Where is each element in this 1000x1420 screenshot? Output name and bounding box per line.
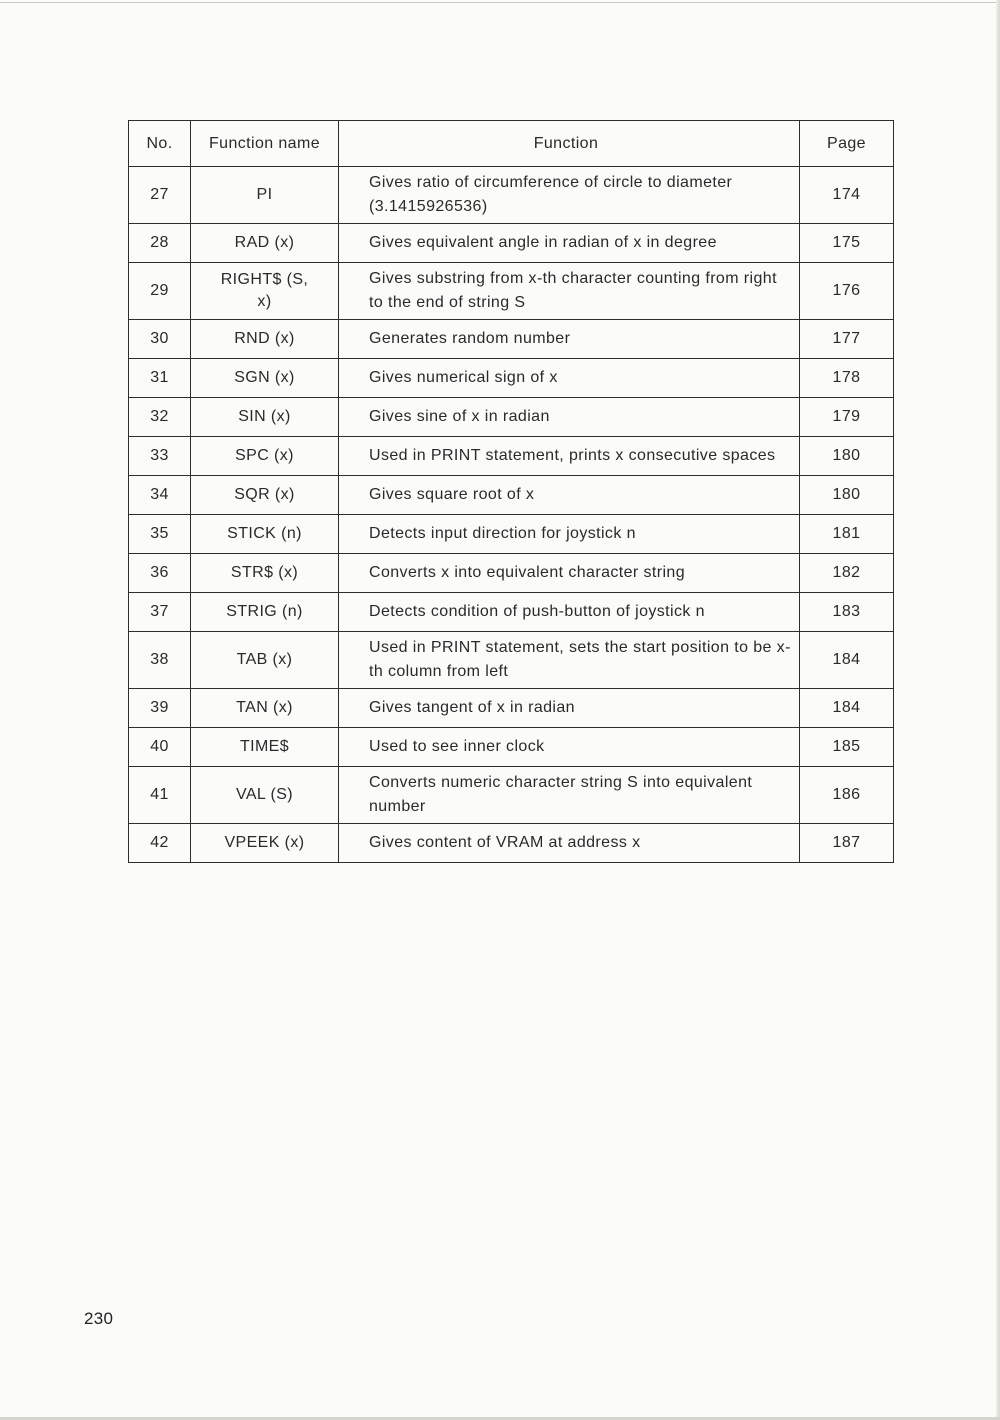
row-function-description: Gives numerical sign of x bbox=[339, 359, 800, 398]
row-function-name: TIME$ bbox=[191, 728, 339, 767]
table-row bbox=[129, 167, 894, 224]
row-page: 180 bbox=[800, 437, 894, 476]
table-row bbox=[129, 728, 894, 767]
row-function-name: TAN (x) bbox=[191, 689, 339, 728]
row-page: 177 bbox=[800, 320, 894, 359]
row-no: 29 bbox=[129, 263, 191, 320]
table-row bbox=[129, 437, 894, 476]
row-function-description: Used to see inner clock bbox=[339, 728, 800, 767]
row-function-name: SGN (x) bbox=[191, 359, 339, 398]
row-function-description: Used in PRINT statement, sets the start position to be x-th column from left bbox=[339, 632, 800, 689]
row-function-description: Detects input direction for joystick n bbox=[339, 515, 800, 554]
row-page: 179 bbox=[800, 398, 894, 437]
table-row bbox=[129, 476, 894, 515]
row-function-name: STR$ (x) bbox=[191, 554, 339, 593]
row-page: 178 bbox=[800, 359, 894, 398]
row-function-name: TAB (x) bbox=[191, 632, 339, 689]
row-no: 41 bbox=[129, 767, 191, 824]
row-page: 175 bbox=[800, 224, 894, 263]
row-no: 30 bbox=[129, 320, 191, 359]
row-no: 35 bbox=[129, 515, 191, 554]
row-no: 28 bbox=[129, 224, 191, 263]
row-function-description: Gives square root of x bbox=[339, 476, 800, 515]
row-page: 184 bbox=[800, 689, 894, 728]
table-row bbox=[129, 515, 894, 554]
row-page: 181 bbox=[800, 515, 894, 554]
row-function-name: RND (x) bbox=[191, 320, 339, 359]
row-function-description: Gives content of VRAM at address x bbox=[339, 824, 800, 863]
row-function-name: RIGHT$ (S, x) bbox=[191, 263, 339, 320]
row-function-description: Gives sine of x in radian bbox=[339, 398, 800, 437]
table-row bbox=[129, 824, 894, 863]
table-header-row bbox=[129, 121, 894, 167]
row-no: 36 bbox=[129, 554, 191, 593]
row-no: 39 bbox=[129, 689, 191, 728]
header-page: Page bbox=[800, 121, 894, 167]
row-function-description: Generates random number bbox=[339, 320, 800, 359]
table-row bbox=[129, 224, 894, 263]
row-page: 184 bbox=[800, 632, 894, 689]
row-page: 183 bbox=[800, 593, 894, 632]
row-function-name: VAL (S) bbox=[191, 767, 339, 824]
page-number: 230 bbox=[84, 1309, 114, 1328]
row-function-description: Gives tangent of x in radian bbox=[339, 689, 800, 728]
row-no: 37 bbox=[129, 593, 191, 632]
row-no: 33 bbox=[129, 437, 191, 476]
table-row bbox=[129, 263, 894, 320]
row-function-description: Converts x into equivalent character string bbox=[339, 554, 800, 593]
table-row bbox=[129, 767, 894, 824]
row-function-name: VPEEK (x) bbox=[191, 824, 339, 863]
row-function-description: Converts numeric character string S into equivalent number bbox=[339, 767, 800, 824]
row-no: 27 bbox=[129, 167, 191, 224]
row-function-name: PI bbox=[191, 167, 339, 224]
row-no: 31 bbox=[129, 359, 191, 398]
row-function-description: Gives substring from x-th character counting from right to the end of string S bbox=[339, 263, 800, 320]
table-row bbox=[129, 632, 894, 689]
table-row bbox=[129, 689, 894, 728]
table-row bbox=[129, 398, 894, 437]
row-no: 40 bbox=[129, 728, 191, 767]
row-function-name: SIN (x) bbox=[191, 398, 339, 437]
row-page: 176 bbox=[800, 263, 894, 320]
row-no: 38 bbox=[129, 632, 191, 689]
table-row bbox=[129, 359, 894, 398]
row-function-description: Detects condition of push-button of joystick n bbox=[339, 593, 800, 632]
row-function-name: RAD (x) bbox=[191, 224, 339, 263]
row-page: 182 bbox=[800, 554, 894, 593]
row-page: 187 bbox=[800, 824, 894, 863]
function-table bbox=[128, 120, 894, 863]
row-no: 32 bbox=[129, 398, 191, 437]
row-function-name: STICK (n) bbox=[191, 515, 339, 554]
page-right-edge bbox=[996, 0, 1000, 1420]
row-page: 174 bbox=[800, 167, 894, 224]
header-function-name: Function name bbox=[191, 121, 339, 167]
table-row bbox=[129, 320, 894, 359]
row-no: 42 bbox=[129, 824, 191, 863]
row-function-description: Gives ratio of circumference of circle to diameter (3.1415926536) bbox=[339, 167, 800, 224]
row-page: 180 bbox=[800, 476, 894, 515]
row-page: 185 bbox=[800, 728, 894, 767]
row-page: 186 bbox=[800, 767, 894, 824]
row-function-name: SQR (x) bbox=[191, 476, 339, 515]
table-row bbox=[129, 554, 894, 593]
table-row bbox=[129, 593, 894, 632]
header-function: Function bbox=[339, 121, 800, 167]
row-function-description: Gives equivalent angle in radian of x in degree bbox=[339, 224, 800, 263]
row-function-description: Used in PRINT statement, prints x consecutive spaces bbox=[339, 437, 800, 476]
row-no: 34 bbox=[129, 476, 191, 515]
header-no: No. bbox=[129, 121, 191, 167]
row-function-name: STRIG (n) bbox=[191, 593, 339, 632]
page-top-edge bbox=[0, 2, 1000, 3]
row-function-name: SPC (x) bbox=[191, 437, 339, 476]
